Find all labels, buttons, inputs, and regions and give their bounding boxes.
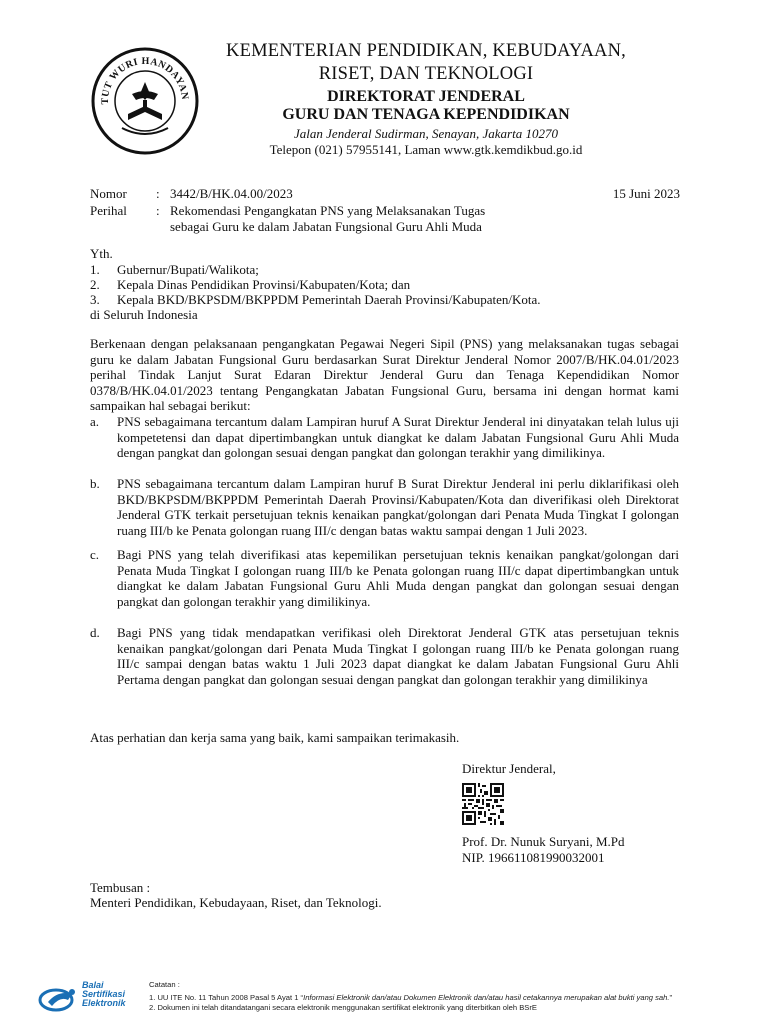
ministry-name-line1: KEMENTERIAN PENDIDIKAN, KEBUDAYAAN, [226,41,626,61]
directorate-line2: GURU DAN TENAGA KEPENDIDIKAN [282,106,570,123]
perihal-colon: : [156,203,160,218]
ministry-name-line2: RISET, DAN TEKNOLOGI [318,64,534,84]
nomor-value: 3442/B/HK.04.00/2023 [170,186,293,201]
point-label: d. [90,625,100,640]
directorate-line1: DIREKTORAT JENDERAL [327,88,525,105]
perihal-line1: Rekomendasi Pengangkatan PNS yang Melaksanakan Tugas [170,203,486,218]
signer-name: Prof. Dr. Nunuk Suryani, M.Pd [462,834,625,849]
recipient-item: Kepala BKD/BKPSDM/BKPPDM Pemerintah Daerah Provinsi/Kabupaten/Kota. [117,292,541,307]
closing-sentence: Atas perhatian dan kerja sama yang baik, kami sampaikan terimakasih. [90,730,460,745]
signer-nip: NIP. 196611081990032001 [462,850,605,865]
point-text: Bagi PNS yang tidak mendapatkan verifikasi oleh Direktorat Jenderal GTK atas persetujuan teknis kenaikan pangkat/golongan dari Penata Muda Tingkat I golongan ruang III/b ke Penata golongan ruang III/c sampai dengan batas waktu 1 Juli 2023 dapat diangkat ke dalam Jabatan Fungsional Guru Ahli Pertama dengan pangkat dan golongan sesuai dengan pangkat dan golongan terakhir yang dimilikinya [117,625,679,687]
tembusan-label: Tembusan : [90,880,151,895]
footer-note-1 [149,993,672,1003]
recipient-item: Gubernur/Bupati/Walikota; [117,262,259,277]
footer-note-1-suffix: ” [669,993,673,1002]
footer-note-1-prefix: 1. UU ITE No. 11 Tahun 2008 Pasal 5 Ayat 1 “ [149,993,304,1002]
point-text: Bagi PNS yang telah diverifikasi atas kepemilikan persetujuan teknis kenaikan pangkat/golongan dari Penata Muda Tingkat I golongan ruang III/b ke Penata golongan ruang III/c dapat dipertimbangkan untuk diangkat ke dalam Jabatan Fungsional Guru Ahli Muda dengan pangkat dan golongan sesuai dengan pangkat dan golongan terakhir yang dimilikinya. [117,547,679,609]
yth-label: Yth. [90,246,113,261]
footer-catatan-label: Catatan : [149,980,180,989]
tembusan-text: Menteri Pendidikan, Kebudayaan, Riset, dan Teknologi. [90,895,382,910]
recipient-num: 3. [90,292,100,307]
tut-wuri-handayani-logo [88,44,202,158]
signer-title: Direktur Jenderal, [462,761,556,776]
point-label: b. [90,476,100,491]
point-label: a. [90,414,100,429]
address-line: Jalan Jenderal Sudirman, Senayan, Jakarta 10270 [294,126,558,141]
contact-line: Telepon (021) 57955141, Laman www.gtk.kemdikbud.go.id [269,142,583,157]
perihal-line2: sebagai Guru ke dalam Jabatan Fungsional Guru Ahli Muda [170,219,482,234]
recipient-location: di Seluruh Indonesia [90,307,198,322]
bsre-text-line3: Elektronik [82,998,126,1008]
point-label: c. [90,547,100,562]
nomor-label: Nomor [90,186,127,201]
letter-date: 15 Juni 2023 [612,186,680,201]
bsre-text-line1: Balai [82,980,104,990]
qr-code-icon [462,783,504,825]
recipient-item: Kepala Dinas Pendidikan Provinsi/Kabupaten/Kota; dan [117,277,411,292]
intro-paragraph: Berkenaan dengan pelaksanaan pengangkatan Pegawai Negeri Sipil (PNS) yang melaksanakan tugas sebagai guru ke dalam Jabatan Fungsional Guru berdasarkan Surat Direktur Jenderal Nomor 2007/B/HK.04.01/2023 perihal Tindak Lanjut Surat Edaran Direktur Jenderal Guru dan Tenaga Kependidikan Nomor 0378/B/HK.04.01/2023 tentang Pengangkatan Jabatan Fungsional Guru, bersama ini dengan hormat kami sampaikan hal sebagai berikut: [90,336,679,414]
bsre-logo [38,978,148,1018]
recipient-num: 1. [90,262,100,277]
footer-note-2: 2. Dokumen ini telah ditandatangani secara elektronik menggunakan sertifikat elektronik yang diterbitkan oleh BSrE [149,1003,537,1012]
recipient-num: 2. [90,277,100,292]
perihal-label: Perihal [90,203,127,218]
footer-note-1-quote: Informasi Elektronik dan/atau Dokumen Elektronik dan/atau hasil cetakannya merupakan alat bukti yang sah. [303,993,670,1002]
bsre-emblem-icon [38,986,80,1012]
point-text: PNS sebagaimana tercantum dalam Lampiran huruf B Surat Direktur Jenderal ini perlu diklarifikasi oleh BKD/BKPSDM/BKPPDM Pemerintah Daerah Provinsi/Kabupaten/Kota dan diverifikasi oleh Direktorat Jenderal GTK terkait persetujuan teknis kenaikan pangkat/golongan dari Penata Muda Tingkat I golongan ruang III/b ke Penata golongan ruang III/c dengan batas waktu sampai dengan 1 Juli 2023. [117,476,679,538]
point-text: PNS sebagaimana tercantum dalam Lampiran huruf A Surat Direktur Jenderal ini dinyatakan telah lulus uji kompetetensi dan dapat dipertimbangkan untuk diangkat ke dalam Jabatan Fungsional Guru Ahli Muda dengan pangkat dan golongan sesuai dengan pangkat dan golongan terakhir yang dimilikinya. [117,414,679,461]
logo-motto: TUT WURI HANDAYAN [99,55,191,105]
bsre-text-line2: Sertifikasi [82,989,126,999]
nomor-colon: : [156,186,160,201]
